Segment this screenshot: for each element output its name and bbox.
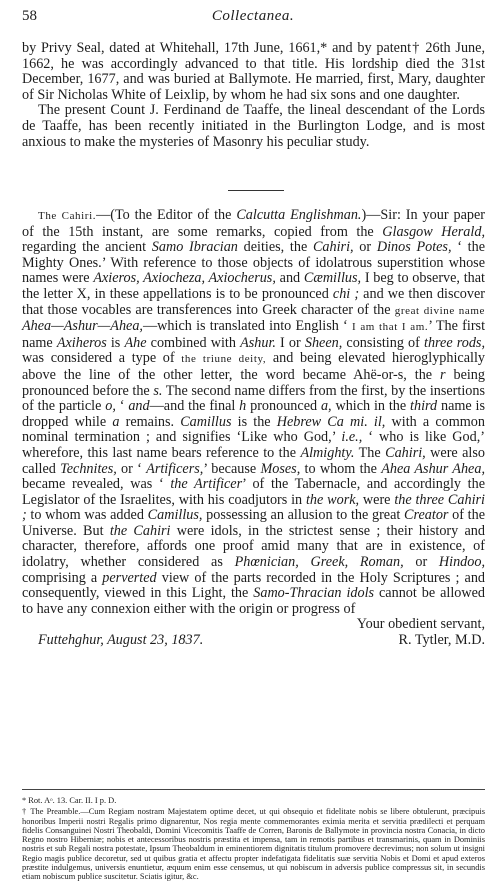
letter-closing: Your obedient servant, (356, 616, 485, 633)
paragraph-taaffe-lordship: by Privy Seal, dated at Whitehall, 17th June, 1661,* and by patent† 26th June, 1662, he was accordingly advanced to that title. His lordship died the 31st December, 1677, and was buried at Ballymote. He married, first, Mary, daughter of Sir Nicholas White of Leixlip, by whom he had six sons and one daughter. (22, 40, 485, 103)
footnote-dagger: † The Preamble.—Cum Regiam nostram Majestatem optime decet, ut qui obsequio et fidelitate nobis se libere obtulerunt, præcipuis honoribus Imperii nostri Regalis primo dignarentur, Nos regia mente commemorantes eximia merita et servitia prædilecti et perquam fidelis Consanguinei Nostri Theobaldi, Domini Vicecomitis Taaffe de Corren, Baronis de Ballymote in provincia nostra Conacia, in dicto Regno nostro Hiberniæ; nobis et antecessoribus nostris præstita et impensa, tam in remotis partibus et transmarinis, quam in Dominiis nostris et sub Regali nostra potestate, Ipsum Theobaldum in eminentiorem dignitatis titulum promovere decrevimus; non solum ut insigni Regio magis publice decoretur, sed ut quibus gratia et affectu propter indefatigata fidelitatis suæ servitia Nobis et Domi et apud exteros præstite indulgemus, universis enuntietur, æquum enim esse censemus, ut qui nobiscum in adversis publice compressus sit, in secundis etiam nobiscum publice suscitetur. Sciatis igitur, &c. (22, 807, 485, 882)
letter-body (22, 208, 485, 617)
letter-cahiri (22, 208, 485, 649)
letter-text: —(To the Editor of the Calcutta Englishman.)—Sir: In your paper of the 15th instant, are some remarks, copied from the Glasgow Herald, regarding the ancient Samo Ibracian deities, the Cahiri, or Dinos Potes, ‘ the Mighty Ones.’ With reference to those objects of idolatrous superstition whose names were Axieros, Axiocheza, Axiocherus, and Cæmillus, I beg to observe, that the letter X, in these appellations is to be pronounced chi ; and we then discover that those vocables are transferences into Greek character of the great divine name Ahea—Ashur—Ahea,—which is translated into English ‘ I am that I am.’ The first name Axiheros is Ahe combined with Ashur. I or Sheen, consisting of three rods, was considered a type of the triune deity, and being elevated hieroglyphically above the line of the other letter, the word became Ahë-or-s, the r being pronounced before the s. The second name differs from the first, by the insertions of the particle o, ‘ and—and the final h pronounced a, which in the third name is dropped while a remains. Camillus is the Hebrew Ca mi. il, with a common nominal termination ; and signifies ‘Like who God,’ i.e., ‘ who is like God,’ wherefore, this last name bears reference to the Almighty. The Cahiri, were also called Technites, or ‘ Artificers,’ because Moses, to whom the Ahea Ashur Ahea, became revealed, was ‘ the Artificer’ of the Tabernacle, and accordingly the Legislator of the Israelites, with his coadjutors in the work, were the three Cahiri ; to whom was added Camillus, possessing an allusion to the great Creator of the Universe. But the Cahiri were idols, in the strictest sense ; their history and character, therefore, affords one proof amid many that are in existence, of idolatry, whether considered as Phœnician, Greek, Roman, or Hindoo, comprising a perverted view of the parts recorded in the Holy Scriptures ; and consequently, viewed in this Light, the Samo-Thracian idols cannot be allowed to have any connexion either with the origin or progress of (22, 207, 486, 617)
page-number: 58 (22, 8, 37, 24)
footnote-rule (22, 789, 485, 790)
letter-heading: The Cahiri. (38, 210, 97, 222)
footnotes (22, 796, 485, 884)
letter-signature: R. Tytler, M.D. (398, 632, 485, 649)
section-taaffe (22, 41, 485, 150)
section-divider (228, 190, 284, 191)
paragraph-count-taaffe: The present Count J. Ferdinand de Taaffe, the lineal descendant of the Lords de Taaffe, has been recently initiated in the Burlington Lodge, and is most anxious to make the mysteries of Masonry his peculiar study. (22, 102, 485, 150)
letter-signature-line (22, 633, 485, 649)
running-title: Collectanea. (211, 8, 295, 24)
footnote-star: * Rot. Aᵒ. 13. Car. II. I p. D. (22, 796, 117, 805)
letter-place-date: Futtehghur, August 23, 1837. (38, 632, 204, 649)
letter-closing-line (22, 617, 485, 633)
page-header (22, 8, 484, 26)
